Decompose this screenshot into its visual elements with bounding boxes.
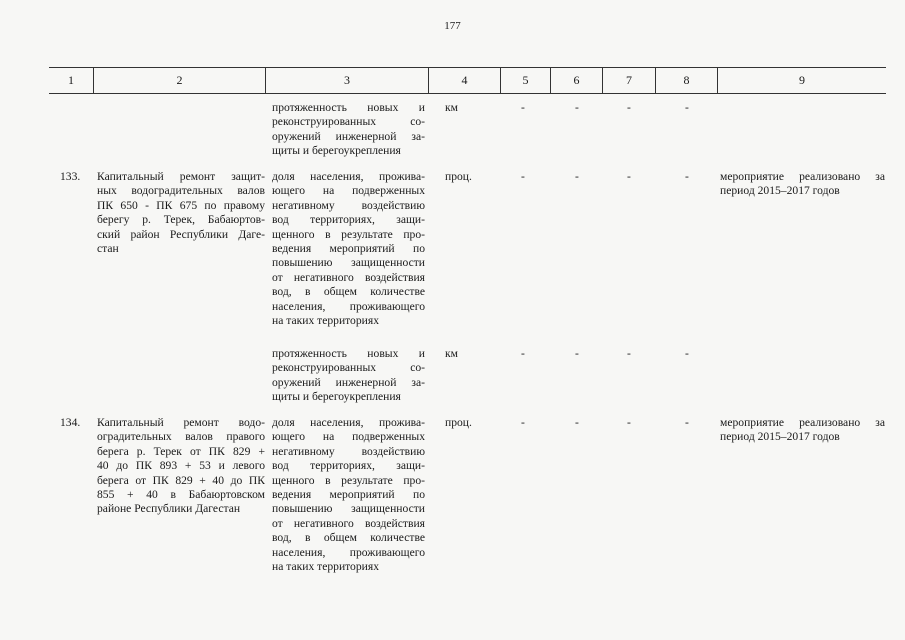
indicator-text-line: населения, проживающего: [272, 299, 425, 313]
object-name-line: Капитальный ремонт водо-: [97, 416, 265, 429]
value-col-7: -: [627, 101, 631, 114]
indicator-text-line: протяженность новых и: [272, 101, 425, 114]
value-col-8: -: [685, 170, 689, 183]
note-text: [720, 170, 885, 199]
object-name-line: ПК 650 - ПК 675 по правому: [97, 198, 265, 212]
indicator-text-line: населения, проживающего: [272, 545, 425, 559]
indicator-text-line: на таких территориях: [272, 560, 379, 574]
page-number: 177: [444, 20, 461, 32]
value-col-5: -: [521, 347, 525, 360]
indicator-text-line: вод территориях, защи-: [272, 213, 425, 227]
note-text-line: период 2015–2017 годов: [720, 184, 840, 198]
unit-cell: км: [445, 347, 458, 360]
indicator-text-line: повышению защищенности: [272, 256, 425, 270]
object-name-line: 40 до ПК 893 + 53 и левого: [97, 459, 265, 473]
indicator-text: [272, 347, 425, 405]
object-name-line: стан: [97, 242, 119, 256]
value-col-8: -: [685, 347, 689, 360]
table-header: [49, 67, 886, 94]
indicator-text-line: оружений инженерной за-: [272, 375, 425, 389]
value-col-6: -: [575, 170, 579, 183]
indicator-text-line: доля населения, прожива-: [272, 416, 425, 429]
value-col-6: -: [575, 101, 579, 114]
object-name-line: берегу р. Терек, Бабаюртов-: [97, 213, 265, 227]
object-name-line: районе Республики Дагестан: [97, 502, 241, 516]
object-name-line: 855 + 40 в Бабаюртовском: [97, 488, 265, 502]
indicator-text-line: щенного в результате про-: [272, 227, 425, 241]
column-header-3: 3: [265, 68, 428, 93]
value-col-6: -: [575, 347, 579, 360]
object-name-line: оградительных валов правого: [97, 430, 265, 444]
unit-cell: км: [445, 101, 458, 114]
column-header-9: 9: [717, 68, 886, 93]
column-header-4: 4: [428, 68, 500, 93]
object-name-line: берега р. Терек от ПК 829 +: [97, 444, 265, 458]
indicator-text-line: вод территориях, защи-: [272, 459, 425, 473]
indicator-text-line: на таких территориях: [272, 314, 379, 328]
indicator-text-line: ющего на подверженных: [272, 430, 425, 444]
indicator-text-line: доля населения, прожива-: [272, 170, 425, 183]
value-col-5: -: [521, 170, 525, 183]
object-name: [97, 170, 265, 256]
object-name-line: Капитальный ремонт защит-: [97, 170, 265, 183]
indicator-text-line: повышению защищенности: [272, 502, 425, 516]
indicator-text: [272, 101, 425, 159]
indicator-text: [272, 170, 425, 328]
unit-cell: проц.: [445, 170, 472, 183]
indicator-text-line: ющего на подверженных: [272, 184, 425, 198]
object-name-line: ский район Республики Даге-: [97, 227, 265, 241]
indicator-text-line: ведения мероприятий по: [272, 488, 425, 502]
indicator-text-line: вод, в общем количестве: [272, 531, 425, 545]
unit-cell: проц.: [445, 416, 472, 429]
indicator-text-line: протяженность новых и: [272, 347, 425, 360]
indicator-text-line: вод, в общем количестве: [272, 285, 425, 299]
value-col-5: -: [521, 101, 525, 114]
indicator-text-line: реконструированных со-: [272, 361, 425, 375]
row-number: 134.: [60, 416, 81, 429]
column-header-8: 8: [655, 68, 717, 93]
note-text-line: мероприятие реализовано за: [720, 416, 885, 429]
indicator-text-line: реконструированных со-: [272, 115, 425, 129]
note-text-line: период 2015–2017 годов: [720, 430, 840, 444]
column-header-5: 5: [500, 68, 550, 93]
note-text: [720, 416, 885, 445]
note-text-line: мероприятие реализовано за: [720, 170, 885, 183]
column-header-2: 2: [93, 68, 265, 93]
indicator-text-line: оружений инженерной за-: [272, 129, 425, 143]
object-name-line: берега от ПК 829 + 40 до ПК: [97, 473, 265, 487]
value-col-8: -: [685, 416, 689, 429]
column-header-6: 6: [550, 68, 602, 93]
value-col-6: -: [575, 416, 579, 429]
value-col-8: -: [685, 101, 689, 114]
value-col-7: -: [627, 170, 631, 183]
indicator-text: [272, 416, 425, 574]
column-header-7: 7: [602, 68, 655, 93]
indicator-text-line: от негативного воздействия: [272, 516, 425, 530]
value-col-5: -: [521, 416, 525, 429]
row-number: 133.: [60, 170, 81, 183]
indicator-text-line: щенного в результате про-: [272, 473, 425, 487]
column-header-1: 1: [68, 73, 74, 87]
indicator-text-line: щиты и берегоукрепления: [272, 390, 401, 404]
indicator-text-line: щиты и берегоукрепления: [272, 144, 401, 158]
value-col-7: -: [627, 416, 631, 429]
indicator-text-line: ведения мероприятий по: [272, 242, 425, 256]
indicator-text-line: негативному воздействию: [272, 198, 425, 212]
object-name: [97, 416, 265, 517]
indicator-text-line: негативному воздействию: [272, 444, 425, 458]
indicator-text-line: от негативного воздействия: [272, 270, 425, 284]
object-name-line: ных водоградительных валов: [97, 184, 265, 198]
value-col-7: -: [627, 347, 631, 360]
